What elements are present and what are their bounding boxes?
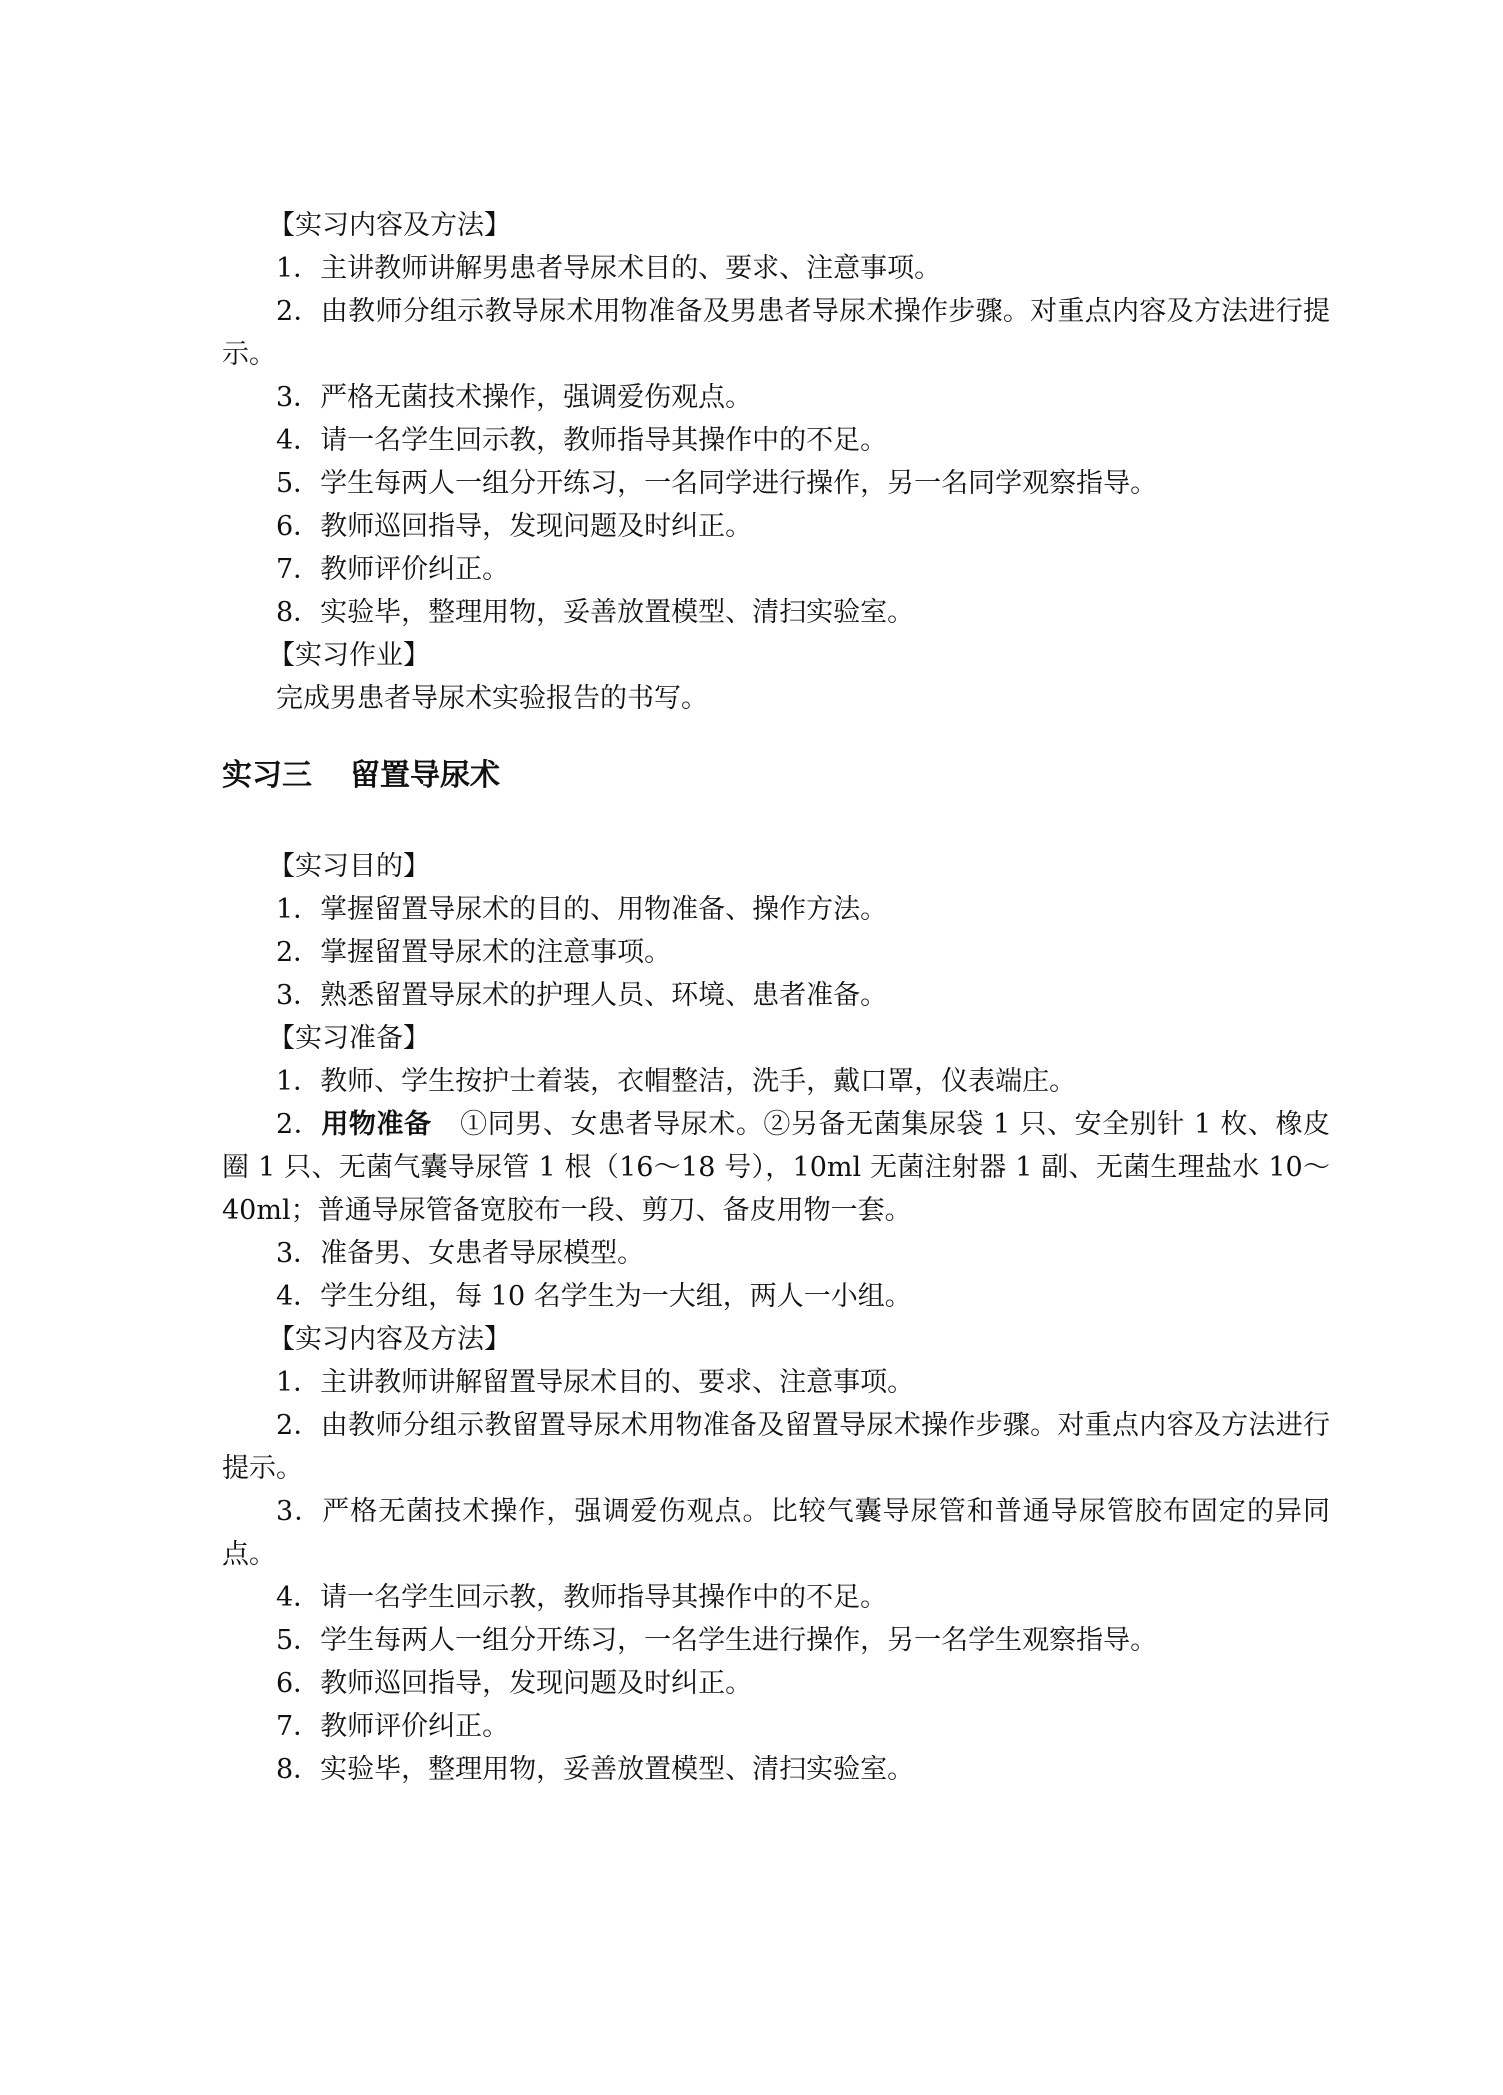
prep-item-bold-label: 用物准备 xyxy=(321,1109,432,1140)
method-item: 8．实验毕，整理用物，妥善放置模型、清扫实验室。 xyxy=(276,1754,915,1785)
method-item: 4．请一名学生回示教，教师指导其操作中的不足。 xyxy=(276,425,888,456)
method-item: 3．严格无菌技术操作，强调爱伤观点。 xyxy=(276,382,753,413)
objective-item: 2．掌握留置导尿术的注意事项。 xyxy=(276,937,672,968)
prep-item: 4．学生分组，每 10 名学生为一大组，两人一小组。 xyxy=(276,1281,912,1312)
section-heading xyxy=(222,754,1330,797)
section-number: 实习三 xyxy=(222,758,312,793)
method-item: 7．教师评价纠正。 xyxy=(276,1711,510,1742)
method-item: 5．学生每两人一组分开练习，一名学生进行操作，另一名学生观察指导。 xyxy=(276,1625,1158,1656)
homework-text: 完成男患者导尿术实验报告的书写。 xyxy=(276,683,708,714)
section-title: 留置导尿术 xyxy=(350,758,500,793)
prep-item: 3．准备男、女患者导尿模型。 xyxy=(276,1238,645,1269)
method-item: 7．教师评价纠正。 xyxy=(276,554,510,585)
method-item: 5．学生每两人一组分开练习，一名同学进行操作，另一名同学观察指导。 xyxy=(276,468,1158,499)
page-content xyxy=(222,204,1330,1791)
prep-header: 【实习准备】 xyxy=(268,1023,430,1054)
prep-item-number: 2． xyxy=(276,1109,322,1140)
prep-item-supplies xyxy=(222,1103,1330,1232)
methods-header: 【实习内容及方法】 xyxy=(268,1324,511,1355)
method-item: 2．由教师分组示教导尿术用物准备及男患者导尿术操作步骤。对重点内容及方法进行提示。 xyxy=(222,296,1330,370)
homework-header: 【实习作业】 xyxy=(268,640,430,671)
method-item: 8．实验毕，整理用物，妥善放置模型、清扫实验室。 xyxy=(276,597,915,628)
prep-item: 1．教师、学生按护士着装，衣帽整洁，洗手，戴口罩，仪表端庄。 xyxy=(276,1066,1077,1097)
objective-item: 3．熟悉留置导尿术的护理人员、环境、患者准备。 xyxy=(276,980,888,1011)
objective-item: 1．掌握留置导尿术的目的、用物准备、操作方法。 xyxy=(276,894,888,925)
objectives-header: 【实习目的】 xyxy=(268,851,430,882)
method-item: 2．由教师分组示教留置导尿术用物准备及留置导尿术操作步骤。对重点内容及方法进行提示。 xyxy=(222,1410,1330,1484)
method-item: 6．教师巡回指导，发现问题及时纠正。 xyxy=(276,511,753,542)
method-item: 6．教师巡回指导，发现问题及时纠正。 xyxy=(276,1668,753,1699)
method-item: 1．主讲教师讲解留置导尿术目的、要求、注意事项。 xyxy=(276,1367,915,1398)
method-item: 1．主讲教师讲解男患者导尿术目的、要求、注意事项。 xyxy=(276,253,942,284)
method-item: 4．请一名学生回示教，教师指导其操作中的不足。 xyxy=(276,1582,888,1613)
prep-item-text: ①同男、女患者导尿术。②另备无菌集尿袋 1 只、安全别针 1 枚、橡皮圈 1 只、无菌气囊导尿管 1 根（16～18 号），10ml 无菌注射器 1 副、无菌生理盐水 10～40ml；普通导尿管备宽胶布一段、剪刀、备皮用物一套。 xyxy=(222,1109,1331,1226)
method-item: 3．严格无菌技术操作，强调爱伤观点。比较气囊导尿管和普通导尿管胶布固定的异同点。 xyxy=(222,1496,1330,1570)
methods-header: 【实习内容及方法】 xyxy=(268,210,511,241)
